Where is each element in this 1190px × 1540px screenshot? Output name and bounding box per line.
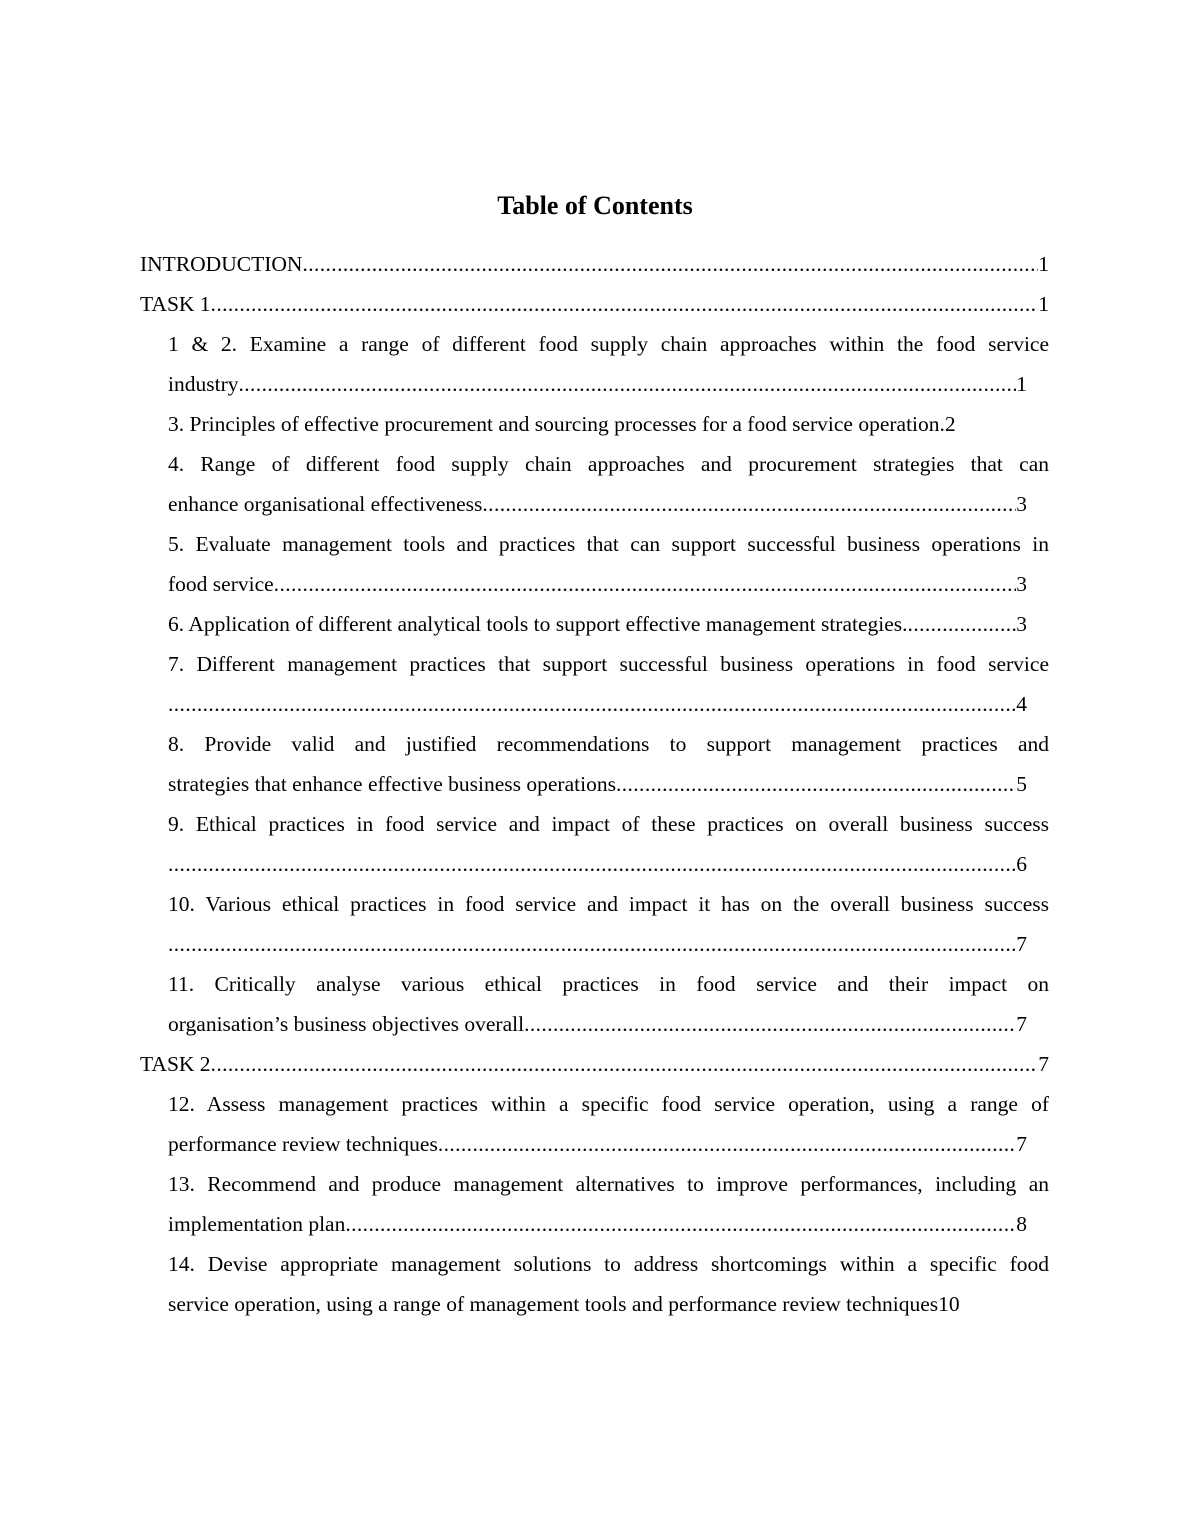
toc-entry-14-line1[interactable]: 14. Devise appropriate management solutions to address shortcomings within a specific food [168, 1252, 1049, 1276]
page-title: Table of Contents [497, 191, 693, 220]
toc-entry-text: INTRODUCTION [140, 252, 303, 276]
toc-entry-8-line1[interactable]: 8. Provide valid and justified recommendations to support management practices and [168, 732, 1049, 756]
toc-entry-5-line2[interactable]: food service ..... 3 [168, 564, 1027, 604]
toc-entry-9-line2[interactable] [168, 844, 1027, 884]
toc-entry-introduction[interactable] [140, 244, 1049, 284]
toc-entry-4-line1[interactable]: 4. Range of different food supply chain approaches and procurement strategies that can [168, 452, 1049, 476]
toc-entry-7-line1[interactable]: 7. Different management practices that support successful business operations in food service [168, 652, 1049, 676]
toc-entry-task-1[interactable] [140, 284, 1049, 324]
toc-entry-10-line2[interactable] [168, 924, 1027, 964]
toc-entry-13-line1[interactable]: 13. Recommend and produce management alternatives to improve performances, including an [168, 1172, 1049, 1196]
toc-page-number: 7 [1016, 1132, 1027, 1156]
toc-entry-12-line1[interactable]: 12. Assess management practices within a specific food service operation, using a range of [168, 1092, 1049, 1116]
toc-page-number: 3 [1016, 612, 1027, 636]
toc-page-number: 5 [1016, 772, 1027, 796]
toc-entry-12-line2[interactable]: performance review techniques ..... 7 [168, 1124, 1027, 1164]
toc-entry-8-line2[interactable]: strategies that enhance effective business operations ..... 5 [168, 764, 1027, 804]
toc-page-number: 3 [1016, 572, 1027, 596]
toc-entry-task-2[interactable] [140, 1044, 1049, 1084]
toc-entry-3[interactable]: 3. Principles of effective procurement and sourcing processes for a food service operation.2 [168, 412, 956, 436]
toc-page-number: 6 [1016, 852, 1027, 876]
toc-page-number: 7 [1038, 1052, 1049, 1076]
toc-entry-14-line2[interactable]: service operation, using a range of management tools and performance review techniques10 [168, 1292, 960, 1316]
toc-entry-13-line2[interactable]: implementation plan ..... 8 [168, 1204, 1027, 1244]
toc-entry-11-line1[interactable]: 11. Critically analyse various ethical practices in food service and their impact on [168, 972, 1049, 996]
toc-entry-text: TASK 1 [140, 292, 211, 316]
toc-entry-4-line2[interactable]: enhance organisational effectiveness ..... 3 [168, 484, 1027, 524]
toc-page-number: 8 [1016, 1212, 1027, 1236]
toc-page-number: 4 [1016, 692, 1027, 716]
toc-entry-6[interactable]: 6. Application of different analytical tools to support effective management strategies. ..... 3 [168, 604, 1027, 644]
toc-page-number: 1 [1038, 252, 1049, 276]
toc-page-number: 1 [1038, 292, 1049, 316]
toc-page-number: 7 [1016, 932, 1027, 956]
toc-entry-text: TASK 2 [140, 1052, 211, 1076]
toc-entry-7-line2[interactable] [168, 684, 1027, 724]
toc-entry-10-line1[interactable]: 10. Various ethical practices in food service and impact it has on the overall business success [168, 892, 1049, 916]
toc-entry-1-2-line1[interactable]: 1 & 2. Examine a range of different food supply chain approaches within the food service [168, 332, 1049, 356]
toc-page-number: 2 [944, 412, 956, 436]
toc-entry-5-line1[interactable]: 5. Evaluate management tools and practices that can support successful business operations in [168, 532, 1049, 556]
toc-page-number: 3 [1016, 492, 1027, 516]
toc-entry-11-line2[interactable]: organisation’s business objectives overall ..... 7 [168, 1004, 1027, 1044]
toc-entry-9-line1[interactable]: 9. Ethical practices in food service and impact of these practices on overall business success [168, 812, 1049, 836]
toc-page-number: 1 [1016, 372, 1027, 396]
toc-page-number: 10 [938, 1292, 960, 1316]
toc-page-number: 7 [1016, 1012, 1027, 1036]
toc-entry-1-2-line2[interactable]: industry ..... 1 [168, 364, 1027, 404]
